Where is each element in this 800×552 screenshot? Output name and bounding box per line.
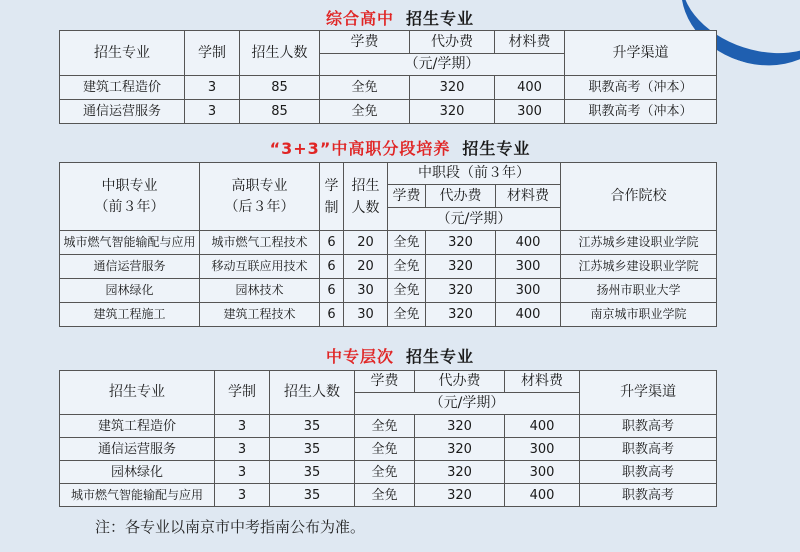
cell-quota: 85 [240, 100, 320, 124]
cell-material-fee: 300 [495, 100, 565, 124]
cell-tuition: 全免 [355, 438, 415, 461]
header-secondary-major [60, 163, 200, 231]
cell-pathway: 职教高考 [580, 484, 717, 507]
cell-quota: 35 [270, 415, 355, 438]
table-row [60, 76, 717, 100]
cell-duration: 6 [320, 231, 344, 255]
table-row [60, 255, 717, 279]
table-row [60, 461, 717, 484]
header-agency-fee: 代办费 [410, 31, 495, 54]
cell-duration: 3 [215, 438, 270, 461]
cell-agency-fee: 320 [426, 303, 496, 327]
cell-tuition: 全免 [388, 231, 426, 255]
cell-tuition: 全免 [388, 255, 426, 279]
cell-material-fee: 400 [505, 484, 580, 507]
header-duration: 学制 [185, 31, 240, 76]
cell-major: 建筑工程造价 [60, 76, 185, 100]
header-secondary-major-label: 中职专业 [101, 177, 158, 194]
header-pathway: 升学渠道 [565, 31, 717, 76]
header-agency-fee: 代办费 [415, 371, 505, 393]
table-row [60, 279, 717, 303]
header-tuition: 学费 [388, 185, 426, 208]
section2-title-black: 招生专业 [462, 139, 531, 158]
header-tuition: 学费 [355, 371, 415, 393]
cell-partner: 江苏城乡建设职业学院 [561, 231, 717, 255]
cell-major: 城市燃气智能输配与应用 [60, 484, 215, 507]
cell-agency-fee: 320 [426, 231, 496, 255]
header-quota: 招生人数 [344, 163, 388, 231]
header-material-fee: 材料费 [496, 185, 561, 208]
cell-secondary-major: 园林绿化 [60, 279, 200, 303]
cell-material-fee: 400 [496, 231, 561, 255]
footnote: 注：各专业以南京市中考指南公布为准。 [95, 518, 366, 536]
header-partner: 合作院校 [561, 163, 717, 231]
cell-major: 建筑工程造价 [60, 415, 215, 438]
cell-material-fee: 300 [496, 255, 561, 279]
cell-partner: 扬州市职业大学 [561, 279, 717, 303]
cell-duration: 3 [215, 484, 270, 507]
cell-tuition: 全免 [388, 279, 426, 303]
section3-title-black: 招生专业 [406, 347, 475, 366]
cell-tuition: 全免 [355, 461, 415, 484]
cell-quota: 30 [344, 303, 388, 327]
cell-quota: 85 [240, 76, 320, 100]
cell-pathway: 职教高考 [580, 438, 717, 461]
cell-higher-major: 建筑工程技术 [200, 303, 320, 327]
cell-tuition: 全免 [355, 484, 415, 507]
cell-agency-fee: 320 [415, 484, 505, 507]
cell-agency-fee: 320 [415, 438, 505, 461]
cell-pathway: 职教高考（冲本） [565, 100, 717, 124]
section2-table [59, 162, 717, 327]
table-row [60, 303, 717, 327]
cell-major: 园林绿化 [60, 461, 215, 484]
header-secondary-years: （前３年） [94, 198, 165, 215]
table-row [60, 100, 717, 124]
cell-higher-major: 园林技术 [200, 279, 320, 303]
header-higher-years: （后３年） [224, 198, 295, 215]
cell-agency-fee: 320 [426, 255, 496, 279]
cell-pathway: 职教高考 [580, 415, 717, 438]
table-row [60, 484, 717, 507]
header-higher-major-label: 高职专业 [231, 177, 288, 194]
cell-pathway: 职教高考 [580, 461, 717, 484]
header-higher-major [200, 163, 320, 231]
cell-quota: 35 [270, 484, 355, 507]
section3-table [59, 370, 717, 507]
header-duration: 学制 [215, 371, 270, 415]
cell-duration: 3 [185, 76, 240, 100]
cell-duration: 6 [320, 303, 344, 327]
cell-quota: 30 [344, 279, 388, 303]
cell-agency-fee: 320 [410, 100, 495, 124]
cell-higher-major: 移动互联应用技术 [200, 255, 320, 279]
cell-material-fee: 400 [495, 76, 565, 100]
table-row [60, 415, 717, 438]
cell-tuition: 全免 [388, 303, 426, 327]
header-major: 招生专业 [60, 371, 215, 415]
section3-title-red: 中专层次 [325, 347, 394, 366]
cell-duration: 3 [215, 415, 270, 438]
cell-quota: 20 [344, 255, 388, 279]
cell-quota: 35 [270, 438, 355, 461]
cell-secondary-major: 城市燃气智能输配与应用 [60, 231, 200, 255]
cell-agency-fee: 320 [415, 415, 505, 438]
cell-duration: 6 [320, 279, 344, 303]
cell-higher-major: 城市燃气工程技术 [200, 231, 320, 255]
cell-secondary-major: 建筑工程施工 [60, 303, 200, 327]
cell-tuition: 全免 [320, 76, 410, 100]
cell-major: 通信运营服务 [60, 438, 215, 461]
cell-major: 通信运营服务 [60, 100, 185, 124]
header-major: 招生专业 [60, 31, 185, 76]
header-unit: （元/学期） [355, 393, 580, 415]
cell-quota: 20 [344, 231, 388, 255]
cell-material-fee: 400 [496, 303, 561, 327]
cell-agency-fee: 320 [415, 461, 505, 484]
cell-duration: 6 [320, 255, 344, 279]
cell-agency-fee: 320 [410, 76, 495, 100]
cell-quota: 35 [270, 461, 355, 484]
table-row [60, 231, 717, 255]
section2-heading [0, 136, 800, 159]
header-quota: 招生人数 [240, 31, 320, 76]
cell-pathway: 职教高考（冲本） [565, 76, 717, 100]
section1-title-red: 综合高中 [325, 9, 394, 28]
section1-heading [0, 6, 800, 29]
cell-partner: 江苏城乡建设职业学院 [561, 255, 717, 279]
header-tuition: 学费 [320, 31, 410, 54]
cell-tuition: 全免 [320, 100, 410, 124]
cell-material-fee: 400 [505, 415, 580, 438]
section2-title-red: “3+3”中高职分段培养 [269, 139, 451, 158]
cell-material-fee: 300 [505, 438, 580, 461]
cell-secondary-major: 通信运营服务 [60, 255, 200, 279]
header-duration: 学制 [320, 163, 344, 231]
cell-duration: 3 [215, 461, 270, 484]
section1-table [59, 30, 717, 124]
cell-duration: 3 [185, 100, 240, 124]
header-material-fee: 材料费 [495, 31, 565, 54]
cell-material-fee: 300 [496, 279, 561, 303]
cell-tuition: 全免 [355, 415, 415, 438]
section1-title-black: 招生专业 [406, 9, 475, 28]
cell-agency-fee: 320 [426, 279, 496, 303]
cell-partner: 南京城市职业学院 [561, 303, 717, 327]
header-quota: 招生人数 [270, 371, 355, 415]
header-material-fee: 材料费 [505, 371, 580, 393]
section3-heading [0, 344, 800, 367]
header-unit: （元/学期） [320, 54, 565, 76]
table-row [60, 438, 717, 461]
header-secondary-stage: 中职段（前３年） [388, 163, 561, 185]
header-pathway: 升学渠道 [580, 371, 717, 415]
header-agency-fee: 代办费 [426, 185, 496, 208]
cell-material-fee: 300 [505, 461, 580, 484]
header-unit: （元/学期） [388, 208, 561, 231]
